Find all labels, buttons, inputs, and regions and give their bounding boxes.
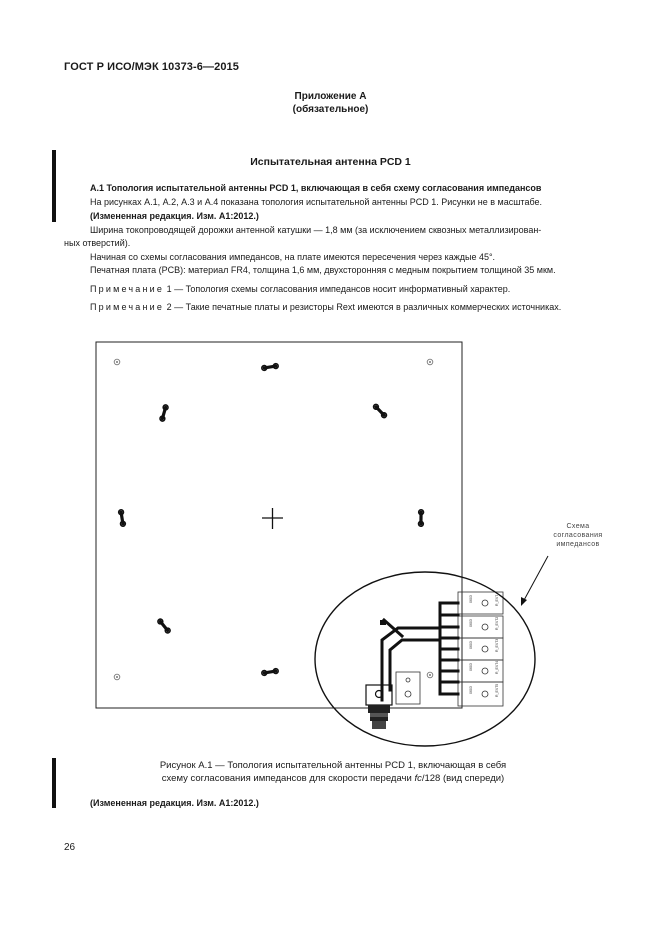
via-slot [371,404,388,418]
paragraph-track-width-2: ных отверстий). [64,238,131,248]
via-slot [155,618,173,633]
board-label: R_EXT5 [495,683,499,697]
amendment-note-2: (Измененная редакция. Изм. А1:2012.) [90,798,259,808]
standard-header: ГОСТ Р ИСО/МЭК 10373-6—2015 [64,61,239,73]
via-slot [261,358,279,376]
note-1-label: Примечание [90,284,165,294]
matching-circuit-callout: Схема согласования импедансов [553,523,603,548]
appendix-title: Приложение А [294,91,367,102]
note-2-text: 2 — Такие печатные платы и резисторы Rext имеются в различных коммерческих источниках. [166,302,562,312]
note-1-text: 1 — Топология схемы согласования импедансов носит информативный характер. [166,284,511,294]
via-slot [261,663,279,681]
paragraph-crossings: Начиная со схемы согласования импедансов, на плате имеются пересечения через каждые 45°. [90,252,496,262]
subsection-heading: А.1 Топология испытательной антенны PCD 1, включающая в себя схему согласования импедансов [90,183,542,193]
section-title: Испытательная антенна PCD 1 [250,156,411,168]
mount-hole-tr [427,359,433,365]
highlight-ellipse [315,572,535,746]
paragraph-figures: На рисунках А.1, А.2, А.3 и А.4 показана топология испытательной антенны PCD 1. Рисунки не в масштабе. [90,197,543,207]
paragraph-track-width-1: Ширина токопроводящей дорожки антенной катушки — 1,8 мм (за исключением сквозных металлизирован- [90,225,542,235]
svg-text:0603: 0603 [469,619,473,627]
via-slot [157,404,171,421]
pcb-outline [96,342,462,708]
svg-text:0603: 0603 [469,595,473,603]
board-label: R_EXT2 [495,616,499,630]
mount-hole-br [427,672,433,678]
via-slot [413,509,430,527]
board-label: R_EXT4 [495,660,499,674]
appendix-status: (обязательное) [292,104,369,115]
svg-text:0603: 0603 [469,686,473,694]
board-label: R_EXT [495,594,499,606]
note-2-label: Примечание [90,302,165,312]
paragraph-pcb: Печатная плата (PCB): материал FR4, толщина 1,6 мм, двухсторонняя с медным покрытием толщиной 35 мкм. [90,265,556,275]
amendment-note-1: (Измененная редакция. Изм. А1:2012.) [90,211,259,221]
page-number: 26 [64,842,76,853]
svg-text:0603: 0603 [469,641,473,649]
board-label: R_EXT3 [495,638,499,652]
caption-line-2: схему согласования импедансов для скорости передачи fc/128 (вид спереди) [161,773,505,784]
caption-line-1: Рисунок А.1 — Топология испытательной антенны PCD 1, включающая в себя [159,760,507,771]
figure-caption [110,759,556,785]
callout-arrow [523,556,548,602]
mount-hole-bl [114,674,120,680]
via-slot [113,509,131,527]
svg-text:0603: 0603 [469,663,473,671]
mount-hole-tl [114,359,120,365]
